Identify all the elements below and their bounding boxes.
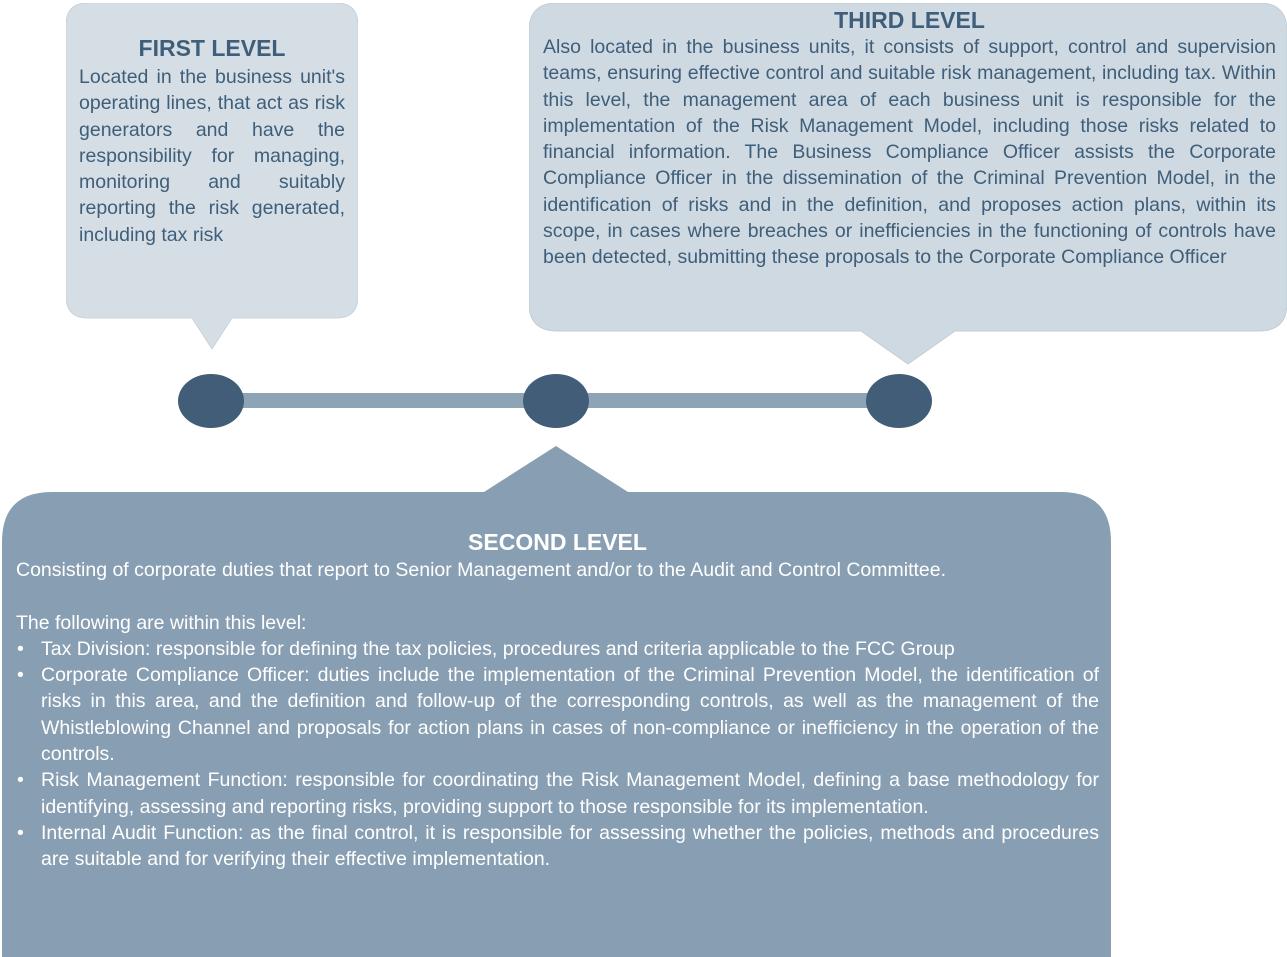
timeline-line: [210, 393, 900, 408]
bullet-icon: •: [17, 664, 24, 687]
second-level-callout: [2, 446, 1111, 957]
second-level-list: [16, 636, 1099, 873]
second-level-content: [16, 528, 1099, 873]
first-level-body: Located in the business unit's operating lines, that act as risk generators and have the responsibility for managing, monitoring and suitably reporting the risk generated, including tax risk: [79, 66, 345, 246]
bullet-icon: •: [17, 821, 24, 844]
first-level-title: FIRST LEVEL: [138, 35, 286, 61]
timeline-node-second: [523, 374, 589, 428]
list-item-text: Internal Audit Function: as the final control, it is responsible for assessing whether the policies, methods and procedures are suitable and for verifying their effective implementation.: [41, 821, 1099, 871]
timeline-node-first: [178, 374, 244, 428]
third-level-title: THIRD LEVEL: [834, 7, 985, 33]
spacer: [16, 583, 1099, 609]
second-level-title: SECOND LEVEL: [468, 529, 647, 555]
bullet-icon: •: [17, 769, 24, 792]
bullet-icon: •: [17, 637, 24, 660]
list-item-text: Tax Division: responsible for defining the tax policies, procedures and criteria applicable to the FCC Group: [41, 637, 955, 660]
list-item-text: Corporate Compliance Officer: duties include the implementation of the Criminal Prevention Model, the identification of risks in this area, and the definition and follow-up of the corresponding controls, as well as the management of the Whistleblowing Channel and proposals for action plans in cases of non-compliance or inefficiency in the operation of the controls.: [41, 664, 1099, 766]
third-level-callout: [529, 3, 1287, 365]
first-level-content: [79, 35, 345, 248]
second-level-intro: Consisting of corporate duties that report to Senior Management and/or to the Audit and Control Committee.: [16, 559, 947, 581]
list-item-risk-management-function: [16, 767, 1099, 820]
first-level-callout: [66, 3, 358, 350]
timeline-node-third: [866, 374, 932, 428]
second-level-list-heading: The following are within this level:: [16, 611, 307, 634]
list-item-internal-audit-function: [16, 820, 1099, 873]
third-level-body: Also located in the business units, it consists of support, control and supervision teams, ensuring effective control and suitable risk management, including tax. Within this level, the management area of each business unit is responsible for the implementation of the Risk Management Model, including those risks related to financial information. The Business Compliance Officer assists the Corporate Compliance Officer in the dissemination of the Criminal Prevention Model, in the identification of risks and in the definition, and proposes action plans, within its scope, in cases where breaches or inefficiencies in the functioning of controls have been detected, submitting these proposals to the Corporate Compliance Officer: [543, 36, 1276, 269]
third-level-content: [543, 6, 1276, 271]
list-item-tax-division: [16, 636, 1099, 662]
list-item-text: Risk Management Function: responsible for coordinating the Risk Management Model, defining a base methodology for identifying, assessing and reporting risks, providing support to those responsible for its implementation.: [41, 769, 1099, 818]
list-item-corporate-compliance-officer: [16, 662, 1099, 767]
